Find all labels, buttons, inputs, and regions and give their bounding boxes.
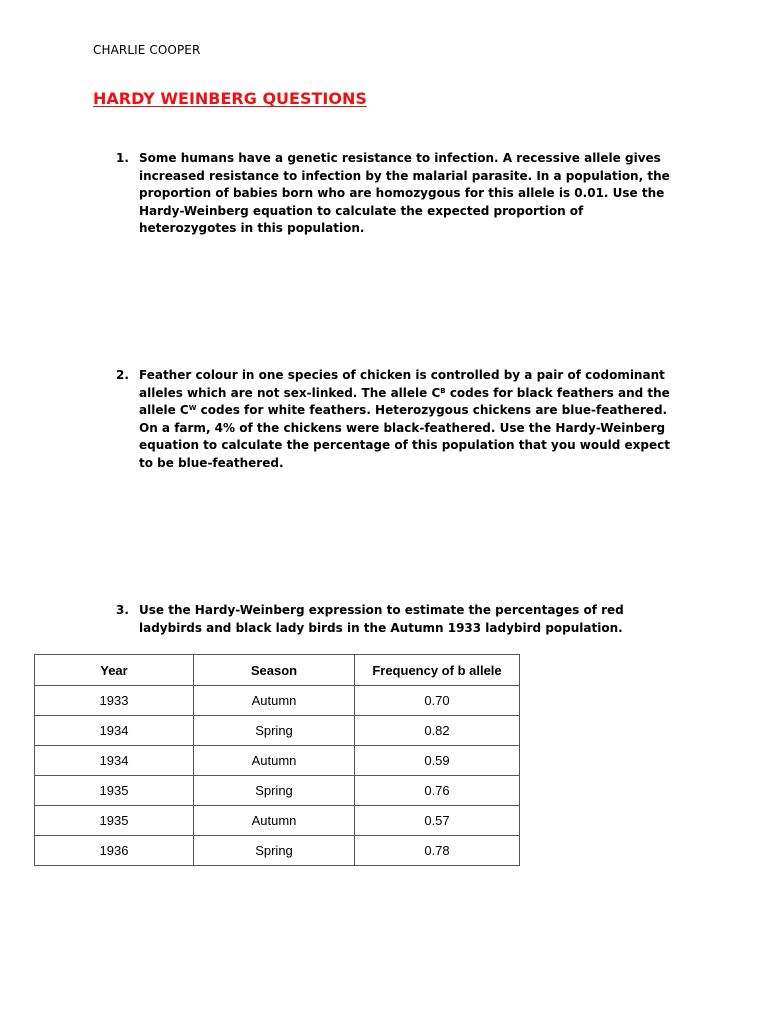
question-2 xyxy=(116,367,676,473)
column-header-season: Season xyxy=(194,655,355,686)
cell-frequency: 0.76 xyxy=(355,776,520,806)
cell-frequency: 0.70 xyxy=(355,686,520,716)
cell-frequency: 0.57 xyxy=(355,806,520,836)
cell-year: 1933 xyxy=(35,686,194,716)
table-row xyxy=(35,746,520,776)
table-row xyxy=(35,686,520,716)
cell-year: 1936 xyxy=(35,836,194,866)
cell-year: 1935 xyxy=(35,806,194,836)
cell-season: Spring xyxy=(194,776,355,806)
cell-season: Spring xyxy=(194,836,355,866)
author-name: CHARLIE COOPER xyxy=(93,43,201,57)
question-1 xyxy=(116,150,676,238)
allele-frequency-table xyxy=(34,654,520,866)
cell-frequency: 0.82 xyxy=(355,716,520,746)
question-number: 1. xyxy=(116,151,129,165)
question-text-part: Feather colour in one species of chicken is controlled by a pair of codominant alleles which are not sex-linked. The allele C xyxy=(139,368,665,400)
table-row xyxy=(35,836,520,866)
table-header-row xyxy=(35,655,520,686)
question-number: 2. xyxy=(116,368,129,382)
column-header-frequency: Frequency of b allele xyxy=(355,655,520,686)
column-header-year: Year xyxy=(35,655,194,686)
cell-year: 1935 xyxy=(35,776,194,806)
cell-season: Autumn xyxy=(194,806,355,836)
cell-year: 1934 xyxy=(35,716,194,746)
cell-year: 1934 xyxy=(35,746,194,776)
question-text-part: codes for white feathers. Heterozygous chickens are blue-feathered. On a farm, 4% of the chickens were black-feathered. Use the Hardy-Weinberg equation to calculate the percentage of this population that you would expect to be blue-feathered. xyxy=(139,403,670,470)
allele-superscript-w: W xyxy=(188,404,197,413)
question-text: Use the Hardy-Weinberg expression to estimate the percentages of red ladybirds and black lady birds in the Autumn 1933 ladybird population. xyxy=(139,603,624,635)
question-number: 3. xyxy=(116,603,129,617)
cell-frequency: 0.59 xyxy=(355,746,520,776)
table-row xyxy=(35,776,520,806)
question-text xyxy=(139,367,676,473)
cell-frequency: 0.78 xyxy=(355,836,520,866)
question-text-part: codes for black feathers and the allele C xyxy=(139,385,670,418)
table-row xyxy=(35,716,520,746)
cell-season: Autumn xyxy=(194,686,355,716)
document-title: HARDY WEINBERG QUESTIONS xyxy=(93,89,367,108)
table-row xyxy=(35,806,520,836)
question-text: Some humans have a genetic resistance to infection. A recessive allele gives increased resistance to infection by the malarial parasite. In a population, the proportion of babies born who are homozygous for this allele is 0.01. Use the Hardy-Weinberg equation to calculate the expected proportion of heterozygotes in this population. xyxy=(139,151,670,236)
question-3 xyxy=(116,602,676,637)
cell-season: Autumn xyxy=(194,746,355,776)
allele-superscript-b: B xyxy=(440,386,446,395)
cell-season: Spring xyxy=(194,716,355,746)
